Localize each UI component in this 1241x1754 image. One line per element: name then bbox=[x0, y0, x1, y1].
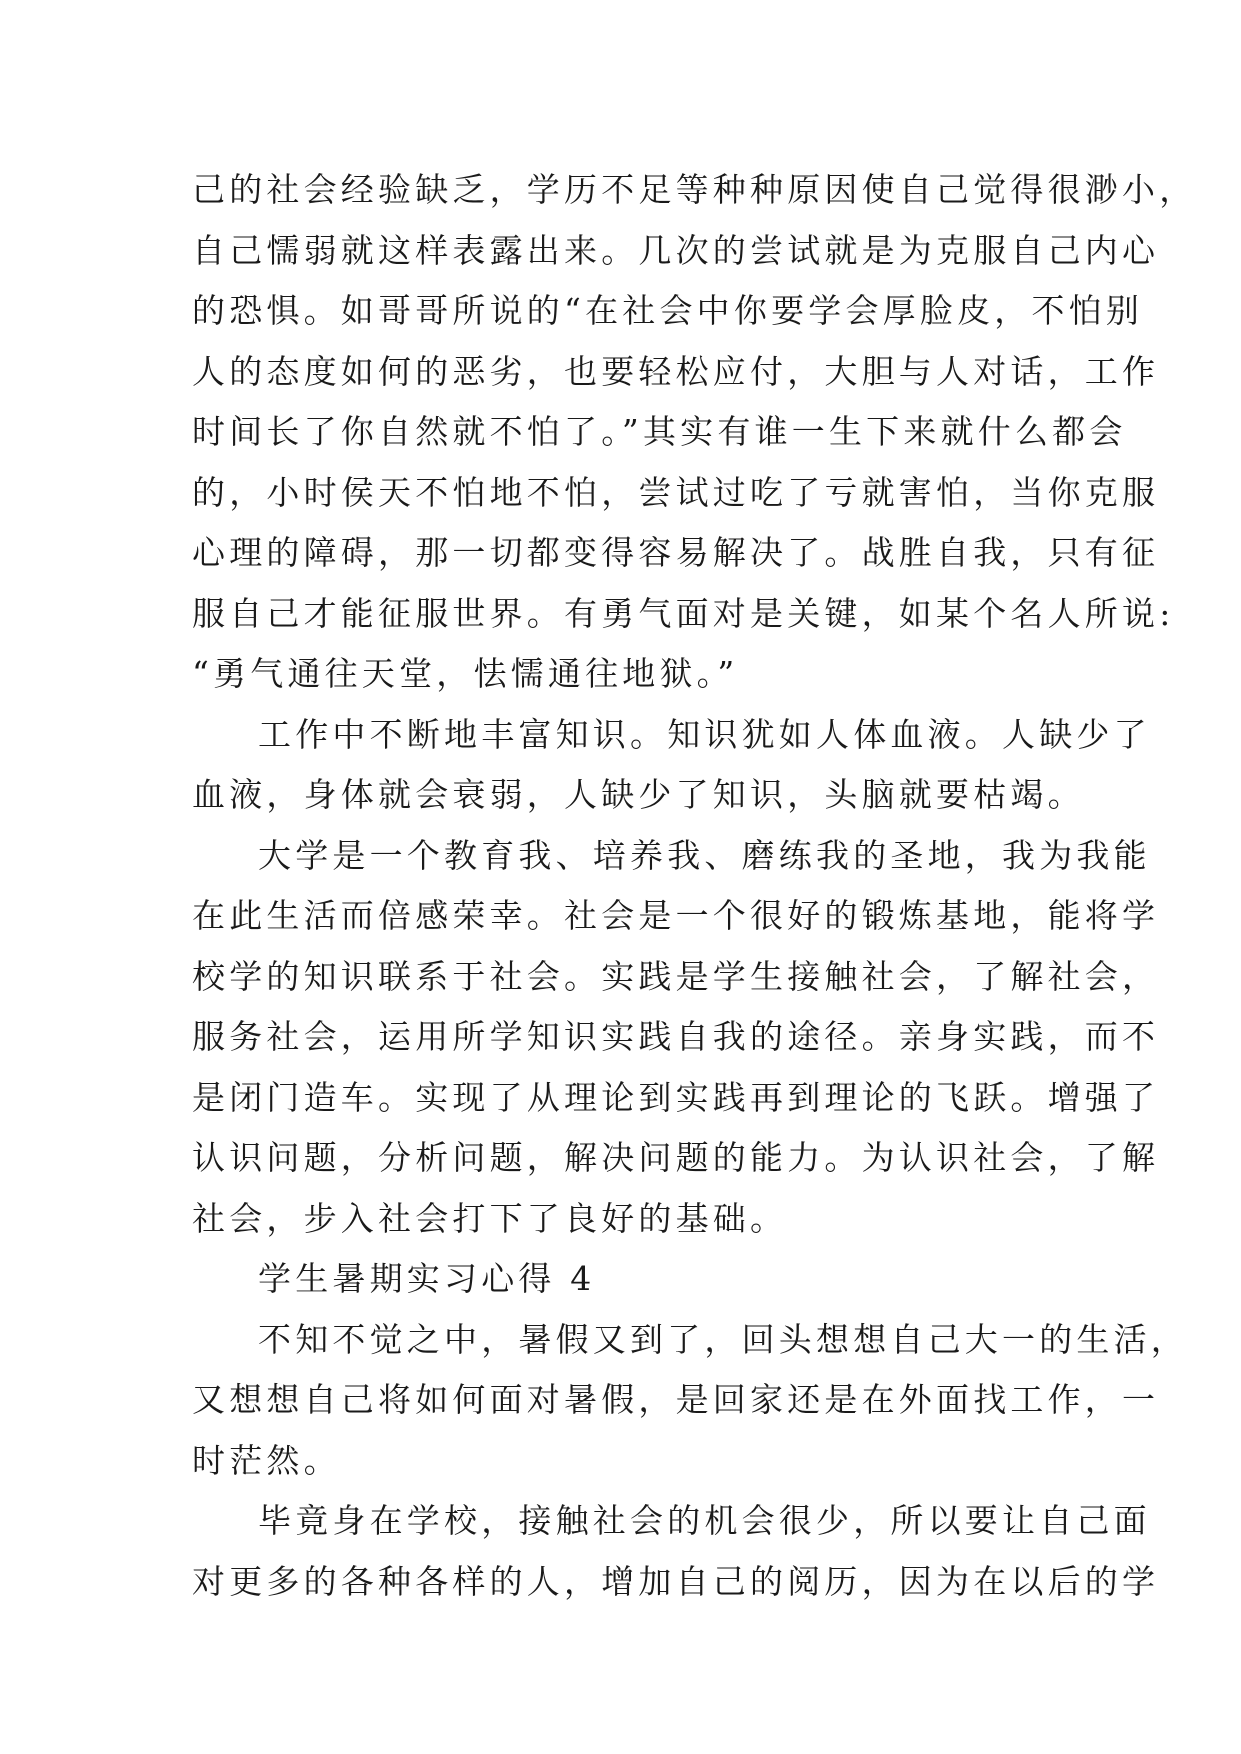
text-line: 在此生活而倍感荣幸。社会是一个很好的锻炼基地，能将学 bbox=[192, 896, 1160, 935]
text-line: 不知不觉之中，暑假又到了，回头想想自己大一的生活， bbox=[258, 1319, 1188, 1359]
text-line: 自己懦弱就这样表露出来。几次的尝试就是为克服自己内心 bbox=[192, 230, 1160, 270]
section-heading: 学生暑期实习心得 4 bbox=[258, 1259, 596, 1298]
text-line: 大学是一个教育我、培养我、磨练我的圣地，我为我能 bbox=[258, 835, 1151, 875]
text-line: 时间长了你自然就不怕了。”其实有谁一生下来就什么都会 bbox=[192, 412, 1127, 451]
text-line: 工作中不断地丰富知识。知识犹如人体血液。人缺少了 bbox=[258, 714, 1151, 754]
text-line: 的，小时侯天不怕地不怕，尝试过吃了亏就害怕，当你克服 bbox=[192, 472, 1160, 512]
text-line: 心理的障碍，那一切都变得容易解决了。战胜自我，只有征 bbox=[192, 533, 1160, 572]
text-line: 又想想自己将如何面对暑假，是回家还是在外面找工作，一 bbox=[192, 1380, 1160, 1419]
document-body bbox=[192, 160, 1197, 1612]
text-line: 血液，身体就会衰弱，人缺少了知识，头脑就要枯竭。 bbox=[192, 775, 1085, 814]
text-line: 社会，步入社会打下了良好的基础。 bbox=[192, 1198, 788, 1238]
text-line: 毕竟身在学校，接触社会的机会很少，所以要让自己面 bbox=[258, 1501, 1151, 1540]
text-line: 校学的知识联系于社会。实践是学生接触社会，了解社会， bbox=[192, 956, 1160, 996]
text-line: 时茫然。 bbox=[192, 1440, 341, 1480]
text-line: 对更多的各种各样的人，增加自己的阅历，因为在以后的学 bbox=[192, 1561, 1160, 1601]
text-line: 己的社会经验缺乏，学历不足等种种原因使自己觉得很渺小， bbox=[192, 170, 1197, 209]
text-line: 人的态度如何的恶劣，也要轻松应付，大胆与人对话，工作 bbox=[192, 351, 1160, 391]
text-line: 是闭门造车。实现了从理论到实践再到理论的飞跃。增强了 bbox=[192, 1077, 1160, 1117]
text-line: 认识问题，分析问题，解决问题的能力。为认识社会，了解 bbox=[192, 1138, 1160, 1177]
text-line: 服自己才能征服世界。有勇气面对是关键，如某个名人所说: bbox=[192, 593, 1175, 633]
text-line: 服务社会，运用所学知识实践自我的途径。亲身实践，而不 bbox=[192, 1017, 1160, 1056]
text-line: “勇气通往天堂，怯懦通往地狱。” bbox=[192, 654, 739, 693]
text-line: 的恐惧。如哥哥所说的“在社会中你要学会厚脸皮，不怕别 bbox=[192, 291, 1144, 330]
